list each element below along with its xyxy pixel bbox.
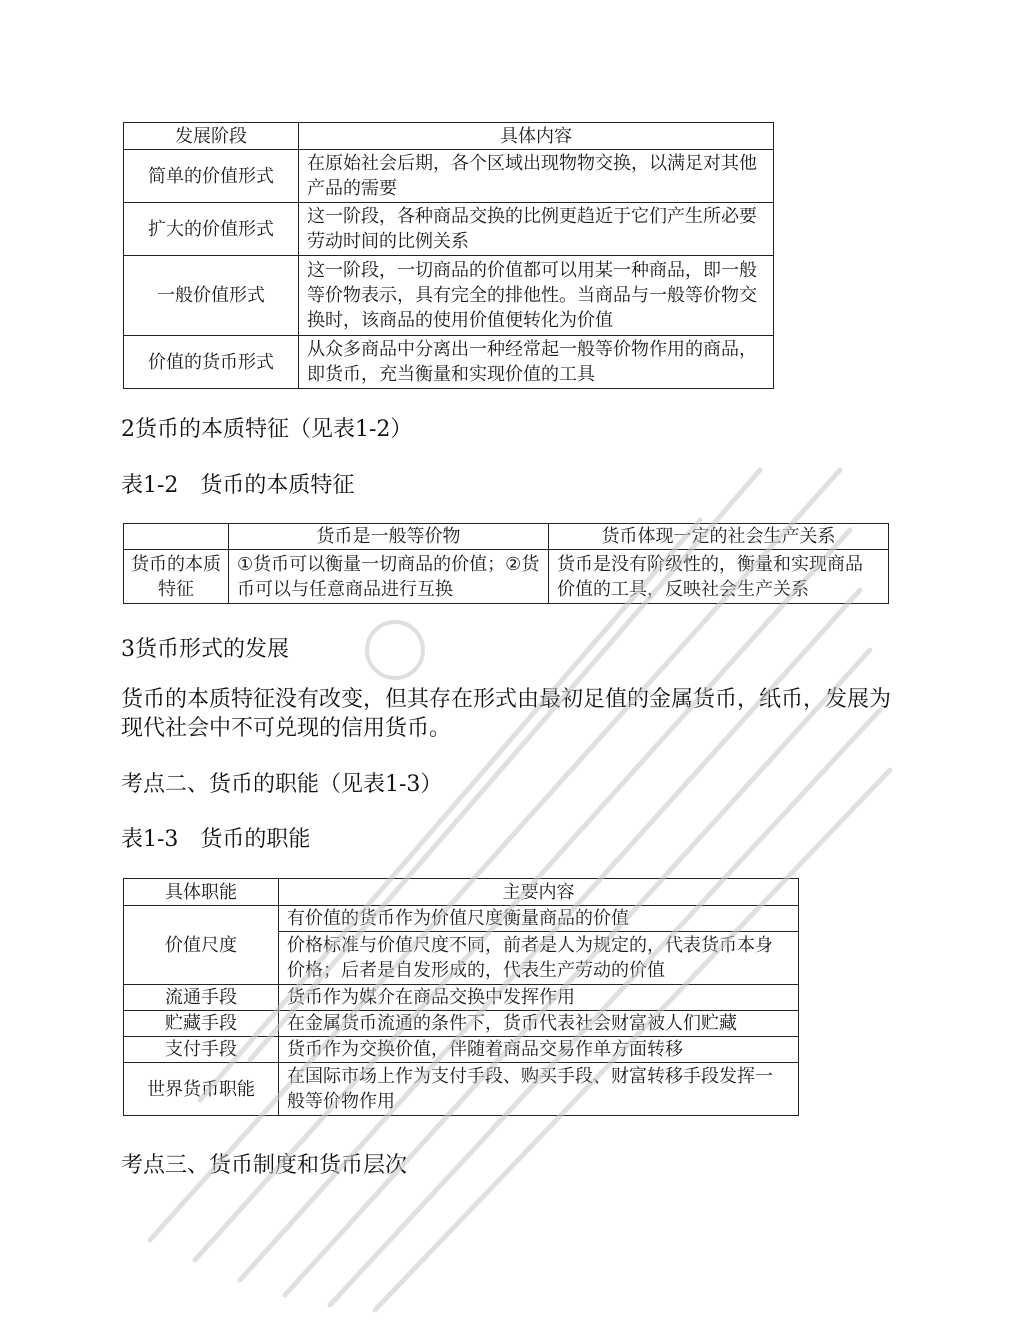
function-cell: 流通手段: [124, 985, 279, 1011]
table-row: [124, 1063, 799, 1116]
content-cell: 价格标准与价值尺度不同，前者是人为规定的，代表货币本身价格；后者是自发形成的，代表生产劳动的价值: [279, 932, 799, 985]
content-cell: 货币作为媒介在商品交换中发挥作用: [279, 985, 799, 1011]
content-cell: 在金属货币流通的条件下，货币代表社会财富被人们贮藏: [279, 1011, 799, 1037]
section-heading: 2货币的本质特征（见表1-2）: [121, 417, 413, 442]
table-header: [124, 524, 229, 550]
content-cell: 从众多商品中分离出一种经常起一般等价物作用的商品，即货币，充当衡量和实现价值的工具: [299, 336, 774, 389]
table-row: [124, 150, 774, 203]
function-cell: 贮藏手段: [124, 1011, 279, 1037]
section-heading: 3货币形式的发展: [121, 637, 289, 662]
content-cell: 在国际市场上作为支付手段、购买手段、财富转移手段发挥一般等价物作用: [279, 1063, 799, 1116]
table-row: [124, 1011, 799, 1037]
content-cell: 货币作为交换价值，伴随着商品交易作单方面转移: [279, 1037, 799, 1063]
table-row: [124, 550, 889, 604]
value-form-table: [123, 122, 774, 389]
stage-cell: 扩大的价值形式: [124, 203, 299, 256]
content-cell: 货币是没有阶级性的，衡量和实现商品价值的工具，反映社会生产关系: [549, 550, 889, 604]
money-essence-table: [123, 523, 889, 604]
function-cell: 价值尺度: [124, 906, 279, 985]
money-functions-table: [123, 878, 799, 1116]
function-cell: 世界货币职能: [124, 1063, 279, 1116]
stage-cell: 简单的价值形式: [124, 150, 299, 203]
watermark-ring: [367, 622, 423, 678]
table-row: [124, 906, 799, 932]
content-cell: 有价值的货币作为价值尺度衡量商品的价值: [279, 906, 799, 932]
table-header: 具体职能: [124, 879, 279, 906]
section-heading: 考点三、货币制度和货币层次: [121, 1153, 408, 1178]
row-label-cell: 货币的本质特征: [124, 550, 229, 604]
table-header: 发展阶段: [124, 123, 299, 150]
table-caption: 表1-2 货币的本质特征: [121, 473, 355, 498]
content-cell: ①货币可以衡量一切商品的价值；②货币可以与任意商品进行互换: [229, 550, 549, 604]
section-heading: 考点二、货币的职能（见表1-3）: [121, 772, 443, 797]
table-row: [124, 336, 774, 389]
stage-cell: 价值的货币形式: [124, 336, 299, 389]
content-cell: 这一阶段，各种商品交换的比例更趋近于它们产生所必要劳动时间的比例关系: [299, 203, 774, 256]
table-header: 货币体现一定的社会生产关系: [549, 524, 889, 550]
table-row: [124, 203, 774, 256]
table-row: [124, 1037, 799, 1063]
table-header: 具体内容: [299, 123, 774, 150]
function-cell: 支付手段: [124, 1037, 279, 1063]
table-row: [124, 256, 774, 336]
table-row: [124, 985, 799, 1011]
content-cell: 在原始社会后期，各个区域出现物物交换，以满足对其他产品的需要: [299, 150, 774, 203]
table-header: 货币是一般等价物: [229, 524, 549, 550]
stage-cell: 一般价值形式: [124, 256, 299, 336]
content-cell: 这一阶段，一切商品的价值都可以用某一种商品，即一般等价物表示，具有完全的排他性。当商品与一般等价物交换时，该商品的使用价值便转化为价值: [299, 256, 774, 336]
table-caption: 表1-3 货币的职能: [121, 827, 311, 852]
table-header: 主要内容: [279, 879, 799, 906]
body-paragraph: 货币的本质特征没有改变，但其存在形式由最初足值的金属货币，纸币，发展为现代社会中不可兑现的信用货币。: [121, 687, 892, 741]
